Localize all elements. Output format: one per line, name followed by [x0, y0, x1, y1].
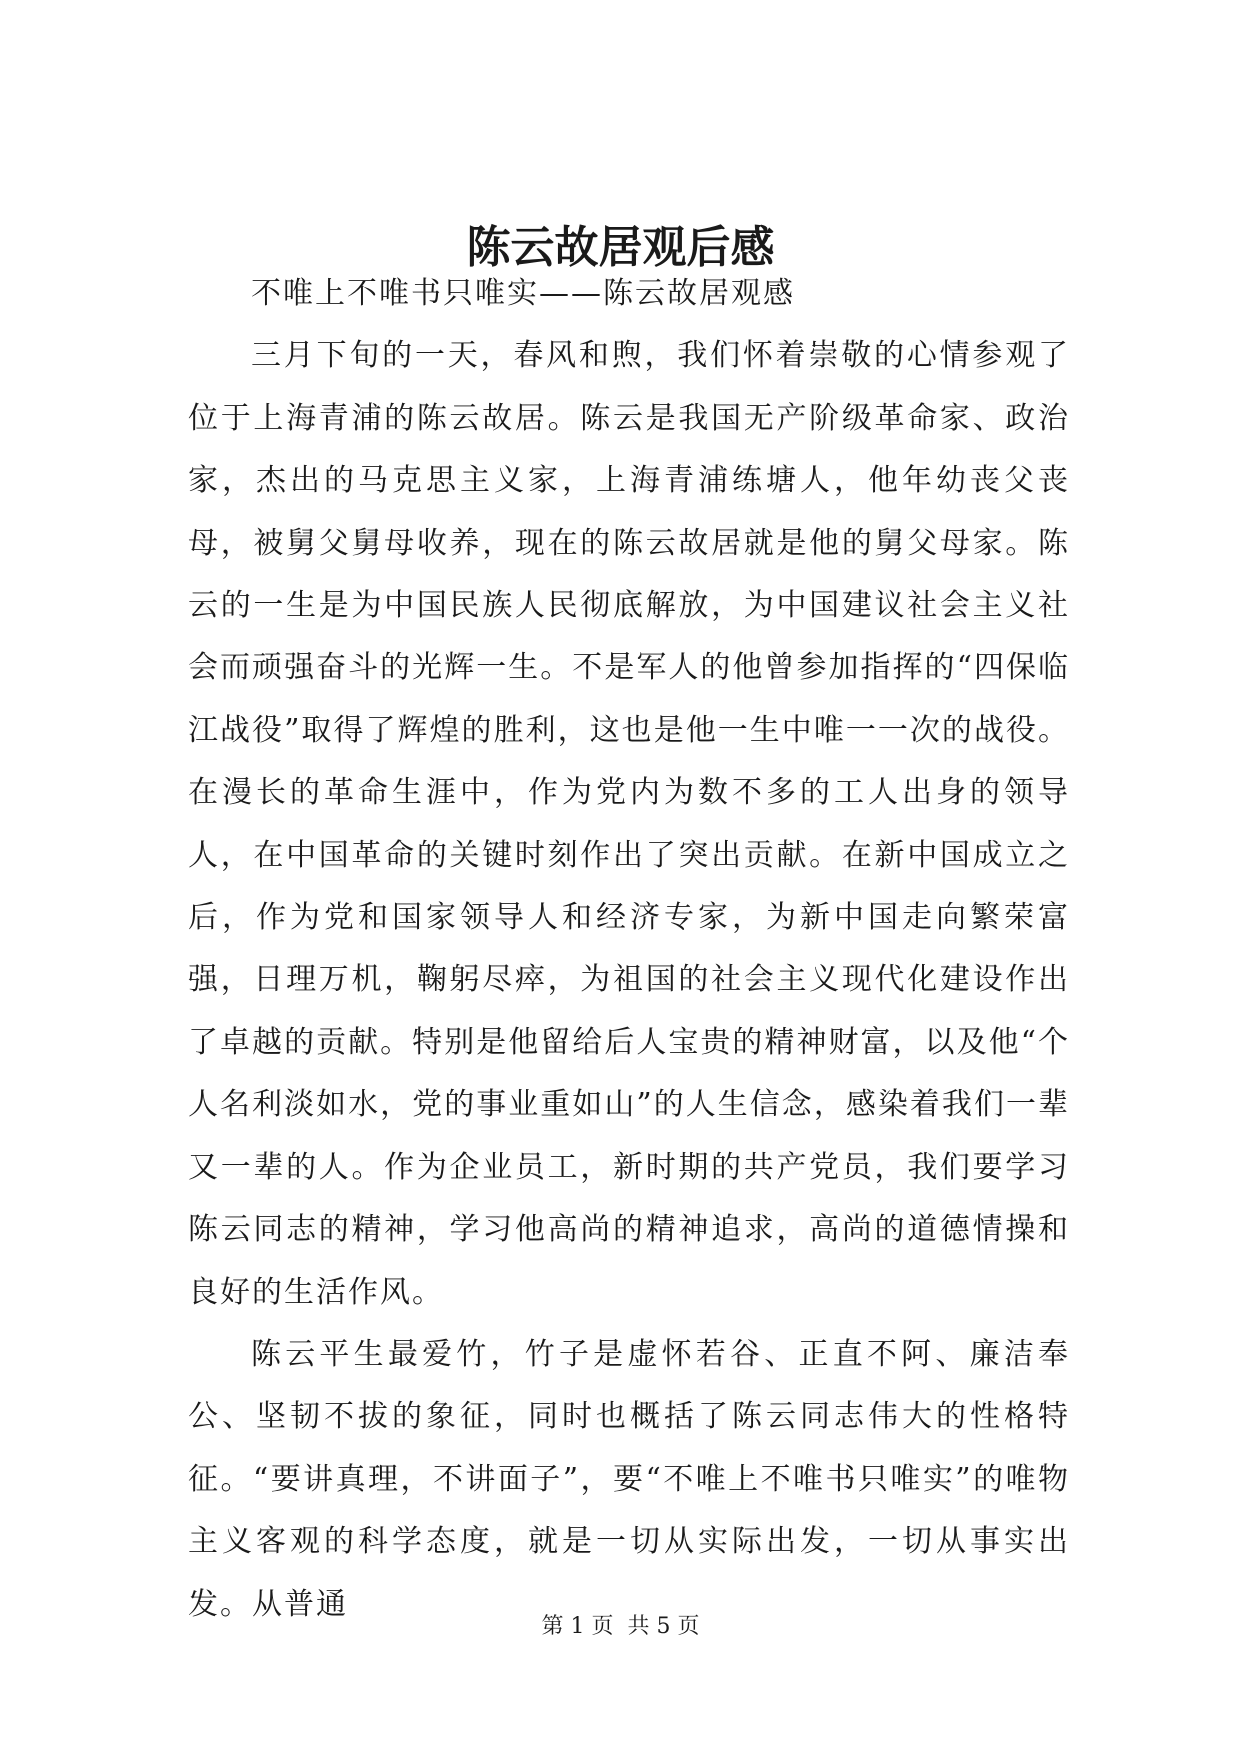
page-title: 陈云故居观后感 [466, 222, 775, 273]
page-number: 第 1 页 [541, 1614, 614, 1639]
body-paragraph: 三月下旬的一天，春风和煦，我们怀着崇敬的心情参观了位于上海青浦的陈云故居。陈云是我国无产阶级革命家、政治家，杰出的马克思主义家，上海青浦练塘人，他年幼丧父丧母，被舅父舅母收养，现在的陈云故居就是他的舅父母家。陈云的一生是为中国民族人民彻底解放，为中国建议社会主义社会而顽强奋斗的光辉一生。不是军人的他曾参加指挥的“四保临江战役”取得了辉煌的胜利，这也是他一生中唯一一次的战役。在漫长的革命生涯中，作为党内为数不多的工人出身的领导人，在中国革命的关键时刻作出了突出贡献。在新中国成立之后，作为党和国家领导人和经济专家，为新中国走向繁荣富强，日理万机，鞠躬尽瘁，为祖国的社会主义现代化建设作出了卓越的贡献。特别是他留给后人宝贵的精神财富，以及他“个人名利淡如水，党的事业重如山”的人生信念，感染着我们一辈又一辈的人。作为企业员工，新时期的共产党员，我们要学习陈云同志的精神，学习他高尚的精神追求，高尚的道德情操和良好的生活作风。 [188, 338, 1070, 1310]
document-body [188, 263, 1070, 1636]
body-paragraph: 陈云平生最爱竹，竹子是虚怀若谷、正直不阿、廉洁奉公、坚韧不拔的象征，同时也概括了陈云同志伟大的性格特征。“要讲真理，不讲面子”，要“不唯上不唯书只唯实”的唯物主义客观的科学态度，就是一切从实际出发，一切从事实出发。从普通 [188, 1336, 1070, 1622]
subtitle-paragraph: 不唯上不唯书只唯实——陈云故居观感 [251, 276, 795, 311]
page-total: 共 5 页 [627, 1614, 700, 1639]
page-footer [0, 1612, 1241, 1642]
